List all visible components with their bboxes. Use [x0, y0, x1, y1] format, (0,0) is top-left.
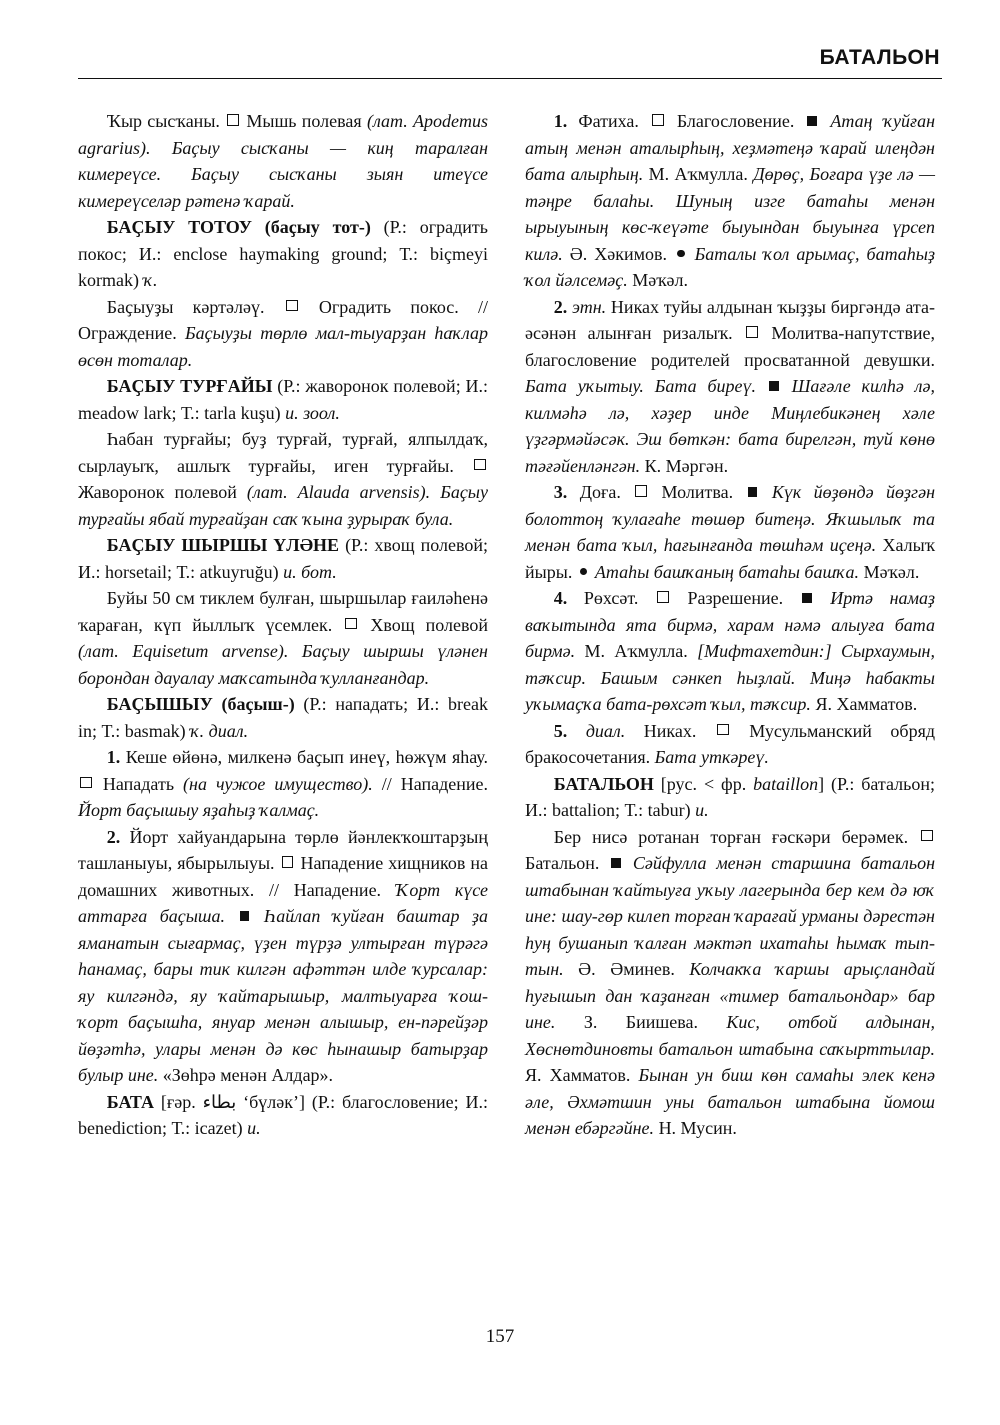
italic-text: Бата уҡытыу. Бата биреү.: [525, 376, 757, 396]
entry-paragraph: [525, 108, 935, 294]
entry-text: Молитва.: [649, 482, 746, 502]
entry-paragraph: [525, 771, 935, 824]
entry-text: К. Мәргән.: [640, 455, 729, 476]
entry-text: [814, 588, 831, 608]
entry-paragraph: [525, 479, 935, 585]
italic-text: Күк йөҙөндә йөҙгән болоттоң ҡулағаһе төшөр битеңә. Яҡшылыҡ та менән бата ҡыл, һағынғанда төшһәм иҫеңә.: [525, 482, 935, 555]
entry-text: (Р.: жаворонок полевой; И.: meadow lark; Т.: tarla kuşu): [78, 376, 488, 423]
entry-text: Йорт хайуандарына төрлө йәнлекҡоштарҙың ташланыуы, ябырылыуы.: [78, 826, 489, 873]
open-square-icon: [717, 724, 729, 736]
entry-paragraph: [78, 744, 488, 824]
entry-paragraph: [78, 1089, 488, 1142]
open-square-icon: [282, 856, 294, 868]
entry-text: Халыҡ йыры.: [525, 535, 935, 582]
headword: БАТА: [106, 1091, 161, 1112]
entry-text: Никах.: [625, 720, 715, 741]
entry-text: [756, 376, 767, 396]
entry-text: Молитва-напутствие, благословение родителей просватанной девушки.: [525, 323, 935, 370]
bullet-icon: [677, 250, 685, 258]
entry-paragraph: [78, 585, 488, 691]
headword: 4.: [553, 588, 584, 608]
open-square-icon: [635, 485, 647, 497]
filled-square-icon: [807, 116, 817, 126]
entry-text: Мусульманский обряд бракосочетания.: [525, 720, 936, 767]
entry-paragraph: [78, 532, 488, 585]
italic-text: (лат. Equisetum arvense). Баҫыу шыршы үләнен борондан дауалау маҡсатында ҡулланғандар.: [78, 641, 488, 688]
italic-text: этн.: [572, 296, 607, 317]
entry-text: Рөхсәт.: [583, 588, 655, 608]
italic-text: Баталы ҡол арымаҫ, батаһыҙ ҡол йәлсемәҫ.: [525, 243, 935, 290]
bullet-icon: [580, 568, 588, 576]
entry-text: Бер нисә ротанан торған ғәскәри берәмек.: [553, 826, 920, 847]
italic-text: Иртә намаҙ ваҡытында ята бирмә, харам нәмә алыуға бата бирмә.: [525, 588, 936, 661]
entry-text: «Зөһрә менән Алдар».: [158, 1065, 334, 1085]
italic-text: и. зоол.: [285, 402, 340, 423]
entry-text: [225, 906, 237, 926]
entry-text: [рус. < фр.: [660, 773, 754, 794]
entry-text: Никах туйы алдынан ҡыҙҙы биргәндә ата-әсәнән алынған ризалыҡ.: [525, 296, 935, 343]
entry-text: [759, 482, 771, 502]
entry-text: (Р.: оградить покос; И.: enclose haymaking ground; Т.: biçmeyi kormak): [78, 217, 488, 290]
header-rule: [78, 78, 942, 79]
entry-text: (Р.: нападать; И.: break in; Т.: basmak): [78, 694, 488, 741]
italic-text: Колчакҡа ҡаршы арыҫландай һуғышып дан ҡаҙанған «тимер батальондар» бар ине.: [525, 959, 935, 1032]
entry-text: Мышь полевая: [241, 111, 367, 131]
entry-text: [251, 906, 263, 926]
headword: БАҪЫШЫУ (баҫыш-): [106, 694, 304, 714]
open-square-icon: [652, 114, 664, 126]
italic-text: диал.: [585, 720, 626, 741]
entry-text: М. Аҡмулла.: [575, 641, 698, 661]
filled-square-icon: [802, 593, 812, 603]
italic-text: и.: [247, 1118, 261, 1138]
entry-text: [688, 244, 695, 264]
entry-text: М. Аҡмулла.: [643, 164, 754, 184]
entry-text: Жаворонок полевой: [78, 482, 247, 502]
italic-text: (лат. Alauda arvensis). Баҫыу турғайы ябай турғайҙан саҡ ҡына ҙурыраҡ була.: [78, 482, 488, 529]
entry-text: Ҡыр сысҡаны.: [106, 111, 226, 131]
open-square-icon: [227, 114, 239, 126]
headword: 2.: [106, 826, 130, 847]
headword: 3.: [553, 482, 580, 502]
entry-text: Батальон.: [525, 853, 610, 873]
left-column: [78, 108, 488, 1142]
entry-paragraph: [525, 585, 935, 718]
italic-text: bataillon: [753, 773, 819, 794]
italic-text: Йорт баҫышыу яҙаһыҙ ҡалмаҫ.: [78, 800, 320, 820]
entry-text: Кеше өйөнә, милкенә баҫып инеү, һөжүм яһау.: [125, 747, 489, 767]
filled-square-icon: [611, 858, 621, 868]
italic-text: Ҡорт күсе аттарға баҫыша.: [78, 879, 489, 926]
italic-text: Дөрөҫ, Боғара үҙе лә — тәңре балаһы. Шуның изге батаһы менән ырыуының көс-ҡеүәте быуындан быуынға үрсеп килә.: [525, 164, 935, 264]
entry-text: ] (Р.: батальон; И.: battalion; Т.: tabur): [525, 773, 935, 820]
entry-paragraph: [78, 691, 488, 744]
italic-text: (на чужое имущество).: [183, 773, 373, 794]
entry-text: Ә. Хәкимов.: [562, 243, 675, 264]
entry-paragraph: [525, 718, 935, 771]
filled-square-icon: [240, 911, 250, 921]
headword: 1.: [553, 111, 579, 131]
entry-text: Фатиха.: [578, 111, 650, 131]
entry-text: Һабан турғайы; буҙ турғай, турғай, ялпылдаҡ, сырлауыҡ, ашлыҡ турғайы, иген турғайы.: [78, 429, 488, 476]
italic-text: Һайлап ҡуйған баштар ҙа яманатын сығармаҫ, үҙен түрҙә ултырған түрәгә һанамаҫ, бары тик килгән афәттән илде ҡурсалар: яу килгәндә, яу ҡайтарышыр, малтыуарға ҡош-ҡорт баҫышһа, януар менән алышыр, ен-пәрейҙәр йөҙәтһә, улары менән дә көс һынашыр батырҙар булыр ине.: [78, 906, 489, 1085]
entry-paragraph: [525, 824, 935, 1142]
entry-text: Баҫыуҙы кәртәләү.: [106, 296, 284, 317]
italic-text: Сәйфулла менән старшина батальон штабынан ҡайтыуға уҡыу лагерында бер кем дә юҡ ине: шау-гөр килеп торған ҡарағай урманы дәрестән һуң бушанып ҡалған мәктәп ихатаһы һымаҡ тып-тын.: [525, 853, 936, 979]
entry-text: Мәҡәл.: [627, 270, 689, 290]
italic-text: и. бот.: [283, 561, 337, 582]
page-number: 157: [485, 1326, 515, 1347]
entry-text: [ғәр. بطاء ‘бүләк’] (Р.: благословение; И.: benediction; Т.: icazet): [78, 1091, 488, 1138]
open-square-icon: [80, 777, 92, 789]
italic-text: Атаһы башҡаның батаһы башҡа.: [594, 561, 860, 582]
running-head: БАТАЛЬОН: [819, 46, 940, 69]
entry-text: Хвощ полевой: [359, 614, 488, 635]
entry-text: Нападать: [93, 773, 184, 794]
italic-text: ҡ. диал.: [190, 720, 249, 741]
open-square-icon: [286, 300, 298, 312]
entry-paragraph: [78, 426, 488, 532]
entry-paragraph: [78, 294, 488, 374]
entry-text: З. Биишева.: [555, 1012, 727, 1032]
open-square-icon: [746, 326, 758, 338]
headword: 2.: [553, 296, 573, 317]
filled-square-icon: [748, 487, 758, 497]
entry-text: (Р.: хвощ полевой; И.: horsetail; Т.: atkuyruğu): [78, 535, 489, 582]
entry-text: Я. Хамматов.: [810, 694, 918, 714]
headword: 5.: [553, 720, 586, 741]
entry-text: Оградить покос. // Ограждение.: [78, 296, 489, 343]
italic-text: [Мифтахетдин:] Сырхаумын, тәҡсир. Башым сәнкеп һыҙлай. Миңә һабакты уҡымаҫҡа бата-рөхсәт ҡыл, тәҡсир.: [525, 641, 935, 714]
entry-text: Н. Мусин.: [654, 1118, 737, 1138]
right-column: [525, 108, 935, 1142]
italic-text: Баҫыуҙы төрлө мал-тыуарҙан һаҡлар өсөн тоталар.: [78, 323, 488, 370]
italic-text: Бата уткәреү.: [654, 747, 769, 767]
filled-square-icon: [769, 381, 779, 391]
entry-text: Мәҡәл.: [859, 561, 920, 582]
headword: БАҪЫУ ТОТОУ (баҫыу тот-): [106, 217, 384, 237]
open-square-icon: [657, 591, 669, 603]
italic-text: и.: [695, 800, 709, 820]
headword: БАҪЫУ ШЫРШЫ ҮЛӘНЕ: [106, 535, 346, 555]
headword: БАТАЛЬОН: [553, 773, 661, 794]
entry-text: Разрешение.: [670, 588, 800, 608]
entry-paragraph: [78, 373, 488, 426]
entry-text: Я. Хамматов.: [525, 1065, 639, 1085]
entry-paragraph: [78, 824, 488, 1089]
entry-paragraph: [78, 214, 488, 294]
entry-paragraph: [78, 108, 488, 214]
entry-paragraph: [525, 294, 935, 480]
entry-text: Доға.: [579, 482, 634, 502]
headword: 1.: [106, 747, 126, 767]
entry-text: Буйы 50 см тиклем булған, шыршылар ғаиләһенә ҡараған, күп йыллыҡ үсемлек.: [78, 588, 488, 635]
open-square-icon: [921, 830, 933, 842]
italic-text: Кис, отбой алдынан, Хөснөтдиновты батальон штабына саҡырттылар.: [525, 1012, 935, 1059]
entry-text: Ә. Әминев.: [563, 959, 690, 979]
entry-text: [819, 111, 830, 131]
open-square-icon: [345, 618, 357, 630]
entry-text: Благословение.: [665, 111, 806, 131]
italic-text: Шағәле килһә лә, килмәһә лә, хәҙер инде Миңлебикәнең хәле үҙгәрмәйәсәк. Эш бөткән: бата бирелгән, туй көнө тәғәйенләнгән.: [525, 376, 936, 476]
italic-text: (лат. Apodemus agrarius). Баҫыу сысҡаны — киң таралған кимереүсе. Баҫыу сысҡаны зыян итеүсе кимереүселәр рәтенә ҡарай.: [78, 111, 488, 211]
italic-text: Бынан ун биш көн самаһы элек кенә әле, Әхмәтшин уны батальон штабына йомош менән ебәргәйне.: [525, 1065, 935, 1138]
entry-text: [623, 853, 633, 873]
headword: БАҪЫУ ТУРҒАЙЫ: [106, 376, 278, 396]
entry-text: [781, 376, 792, 396]
entry-text: // Нападение.: [372, 773, 488, 794]
entry-text: Нападение хищников на домашних животных. // Нападение.: [78, 853, 488, 900]
italic-text: Атаң ҡуйған атың менән аталырһың, хеҙмәтеңә ҡарай илеңдән бата алырһың.: [525, 111, 935, 184]
italic-text: ҡ.: [143, 270, 158, 290]
open-square-icon: [474, 459, 486, 471]
